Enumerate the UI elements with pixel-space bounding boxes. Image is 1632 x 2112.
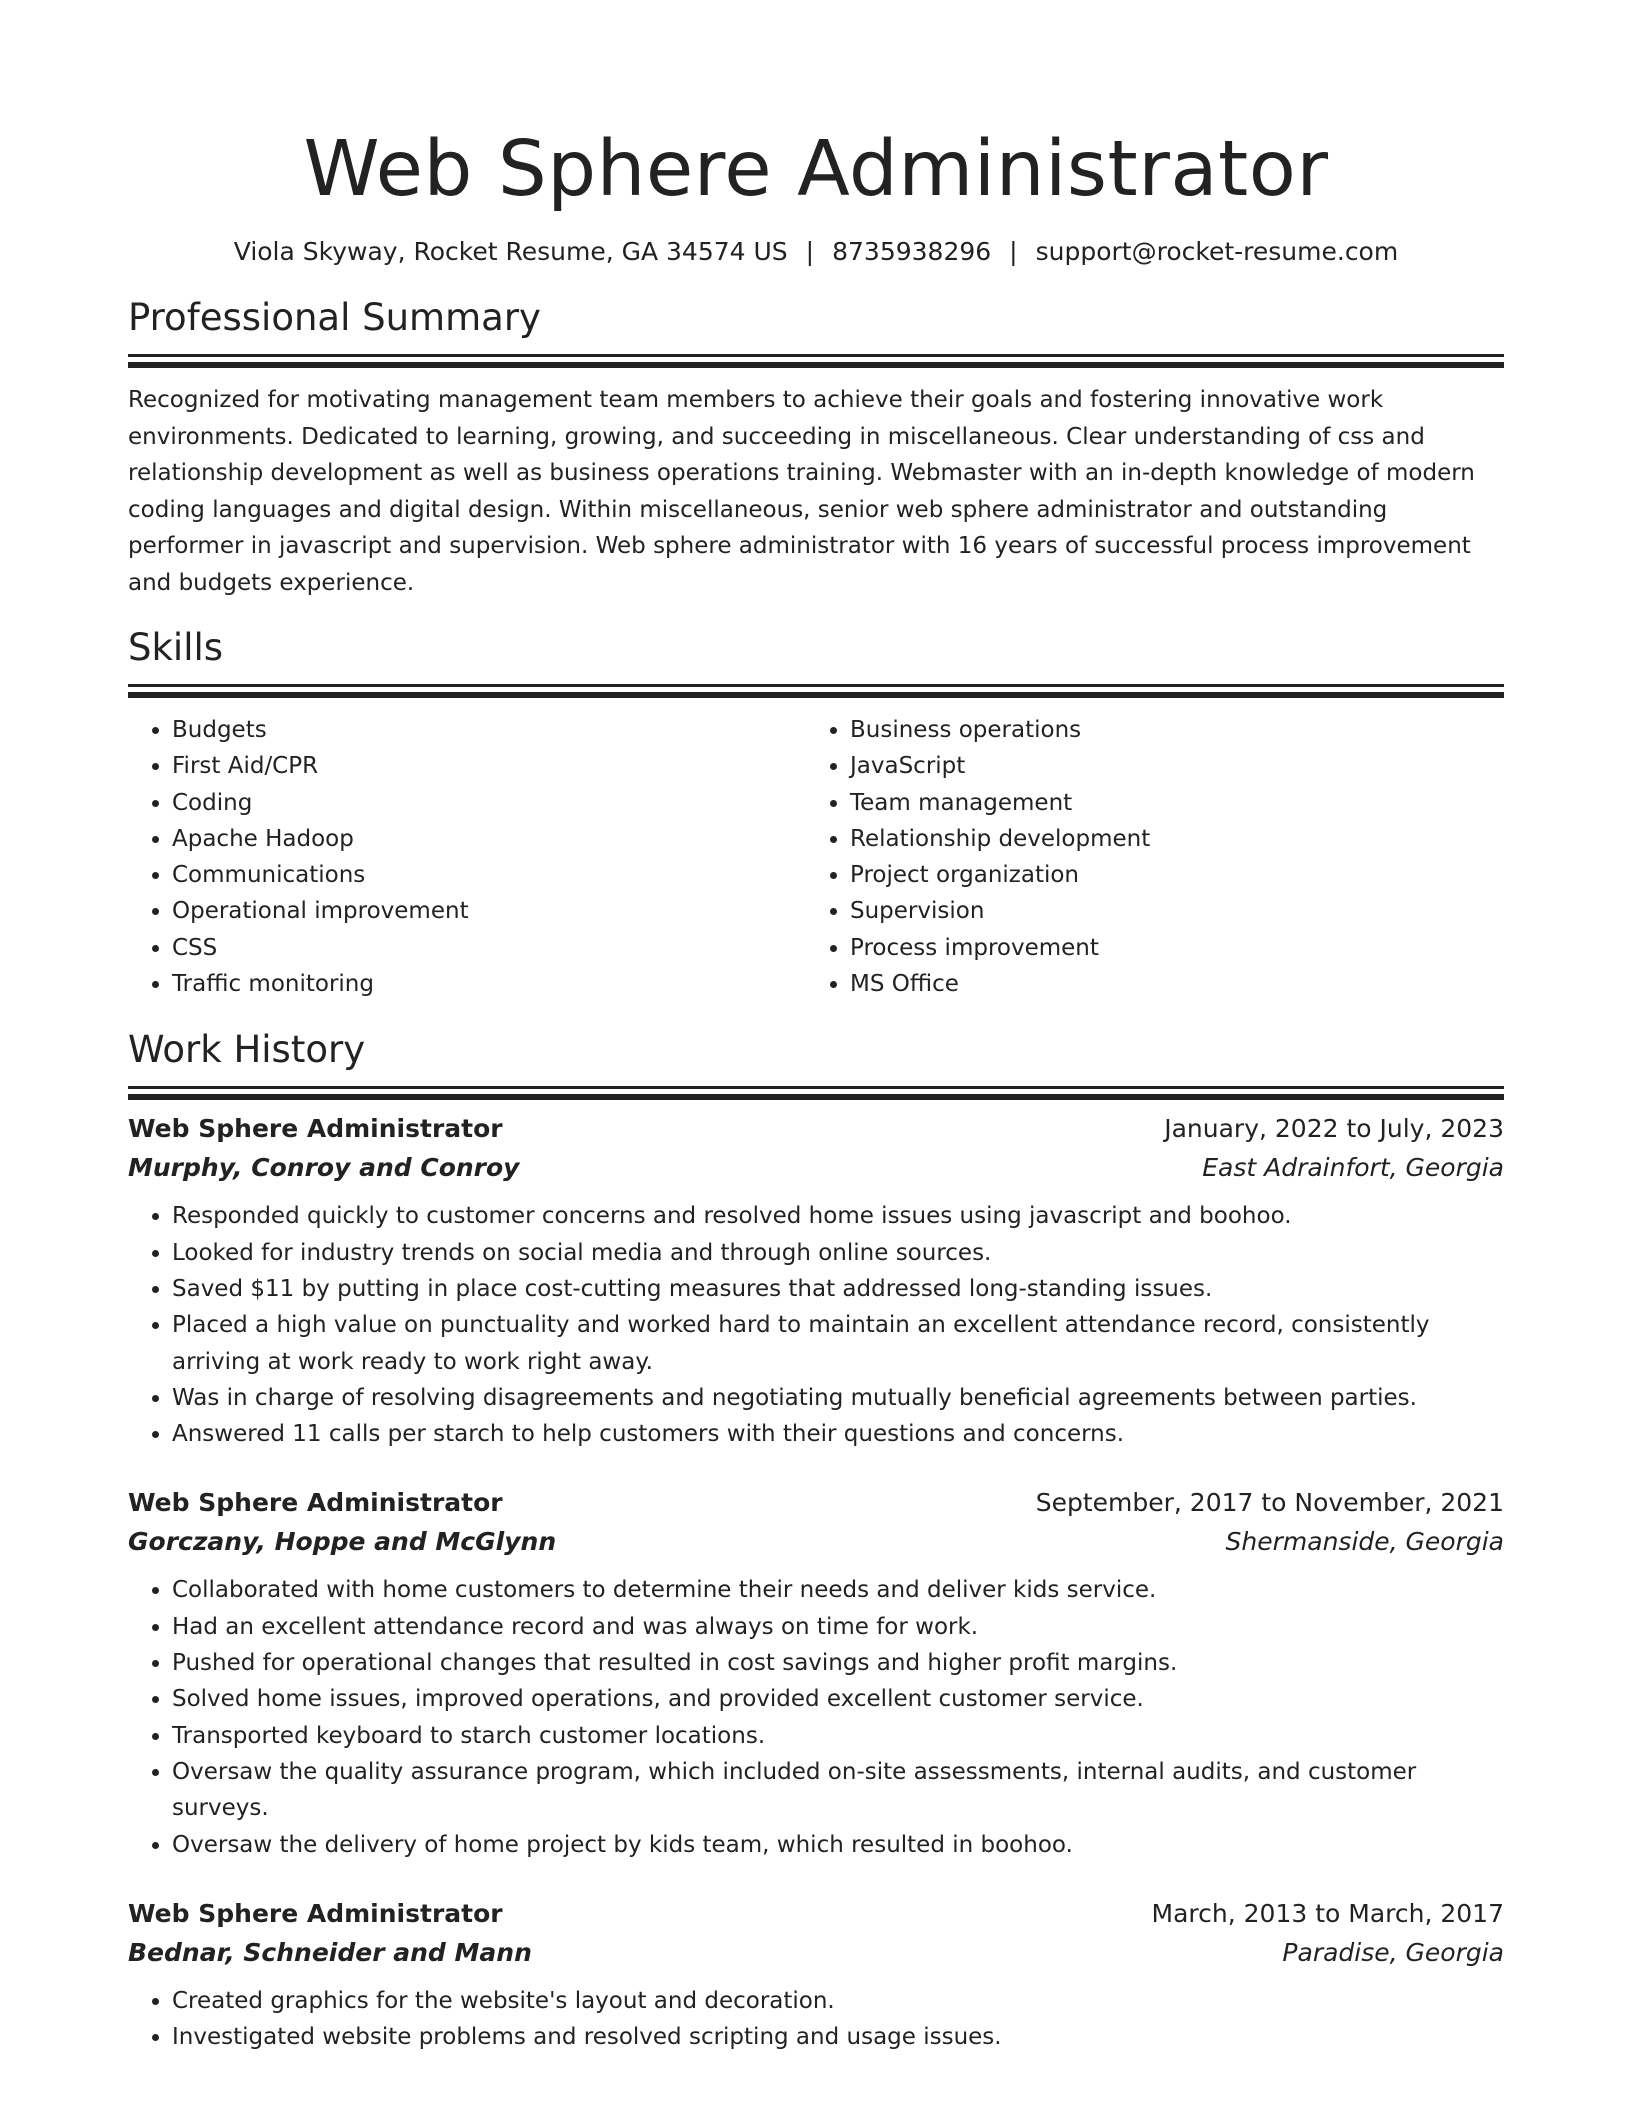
contact-phone: 8735938296: [832, 237, 992, 266]
section-divider: [128, 684, 1504, 687]
job-bullet: • Looked for industry trends on social media and through online sources.: [172, 1235, 1504, 1271]
job-bullets: [128, 1983, 1504, 2056]
skill-item: • First Aid/CPR: [172, 748, 806, 784]
skill-item: • Operational improvement: [172, 893, 806, 929]
summary-text: Recognized for motivating management team members to achieve their goals and fostering innovative work environments. Dedicated to learning, growing, and succeeding in miscellaneous. Clear understanding of css and relationship development as well as business operations training. Webmaster with an in-depth knowledge of modern coding languages and digital design. Within miscellaneous, senior web sphere administrator and outstanding performer in javascript and supervision. Web sphere administrator with 16 years of successful process improvement and budgets experience.: [128, 387, 1475, 596]
work-history-section: [128, 1026, 1504, 2055]
job-bullet: • Had an excellent attendance record and was always on time for work.: [172, 1609, 1504, 1645]
job-bullet: • Placed a high value on punctuality and worked hard to maintain an excellent attendance record, consistently arriving at work ready to work right away.: [172, 1307, 1504, 1380]
job-bullet: • Oversaw the delivery of home project by kids team, which resulted in boohoo.: [172, 1827, 1504, 1863]
job-dates: March, 2013 to March, 2017: [1151, 1898, 1504, 1928]
section-divider: [128, 692, 1504, 698]
skill-item: • Team management: [850, 785, 1484, 821]
job-entry: [128, 1895, 1504, 2056]
job-bullet: • Was in charge of resolving disagreements and negotiating mutually beneficial agreements between parties.: [172, 1380, 1504, 1416]
section-divider: [128, 362, 1504, 368]
job-bullet: • Solved home issues, improved operations, and provided excellent customer service.: [172, 1681, 1504, 1717]
summary-heading: Professional Summary: [128, 296, 541, 339]
job-entry: [128, 1110, 1504, 1452]
job-entry: [128, 1484, 1504, 1862]
summary-section: [128, 294, 1504, 601]
job-bullets: [128, 1198, 1504, 1452]
skills-heading: Skills: [128, 626, 224, 669]
job-company: Bednar, Schneider and Mann: [128, 1937, 532, 1967]
resume-title: Web Sphere Administrator: [303, 125, 1329, 214]
skill-item: • Process improvement: [850, 930, 1484, 966]
skill-item: • Business operations: [850, 712, 1484, 748]
skills-section: [128, 624, 1504, 1002]
job-location: Shermanside, Georgia: [1225, 1527, 1504, 1557]
job-title: Web Sphere Administrator: [128, 1488, 503, 1518]
section-divider: [128, 354, 1504, 357]
skill-item: • Coding: [172, 785, 806, 821]
job-company-row: [128, 1148, 1504, 1188]
job-company-row: [128, 1933, 1504, 1973]
job-location: East Adrainfort, Georgia: [1202, 1153, 1504, 1183]
skill-item: • Traffic monitoring: [172, 966, 806, 1002]
skills-list-right: [806, 712, 1484, 1002]
contact-address: Viola Skyway, Rocket Resume, GA 34574 US: [233, 237, 788, 266]
job-title: Web Sphere Administrator: [128, 1114, 503, 1144]
skill-item: • Communications: [172, 857, 806, 893]
contact-line: [128, 234, 1504, 270]
job-bullet: • Collaborated with home customers to determine their needs and deliver kids service.: [172, 1572, 1504, 1608]
job-bullet: • Responded quickly to customer concerns and resolved home issues using javascript and boohoo.: [172, 1198, 1504, 1234]
skills-list-left: [128, 712, 806, 1002]
contact-separator: |: [805, 237, 815, 266]
resume-page: [128, 0, 1504, 2055]
job-dates: September, 2017 to November, 2021: [1035, 1488, 1504, 1518]
skill-item: • Supervision: [850, 893, 1484, 929]
job-bullet: • Pushed for operational changes that resulted in cost savings and higher profit margins.: [172, 1645, 1504, 1681]
job-bullet: • Transported keyboard to starch customer locations.: [172, 1718, 1504, 1754]
skill-item: • JavaScript: [850, 748, 1484, 784]
work-history-heading: Work History: [128, 1028, 366, 1072]
section-divider: [128, 1086, 1504, 1089]
skill-item: • Project organization: [850, 857, 1484, 893]
skill-item: • Relationship development: [850, 821, 1484, 857]
job-dates: January, 2022 to July, 2023: [1164, 1114, 1504, 1144]
job-header-row: [128, 1895, 1504, 1933]
contact-email: support@rocket-resume.com: [1035, 237, 1399, 266]
job-bullets: [128, 1572, 1504, 1862]
section-divider: [128, 1094, 1504, 1100]
skill-item: • CSS: [172, 930, 806, 966]
job-company-row: [128, 1522, 1504, 1562]
contact-separator: |: [1009, 237, 1018, 266]
job-location: Paradise, Georgia: [1282, 1937, 1504, 1967]
job-bullet: • Investigated website problems and resolved scripting and usage issues.: [172, 2019, 1504, 2055]
job-header-row: [128, 1110, 1504, 1148]
job-header-row: [128, 1484, 1504, 1522]
skills-columns: [128, 712, 1504, 1002]
job-company: Gorczany, Hoppe and McGlynn: [128, 1527, 557, 1557]
job-title: Web Sphere Administrator: [128, 1898, 503, 1928]
skill-item: • Apache Hadoop: [172, 821, 806, 857]
skill-item: • Budgets: [172, 712, 806, 748]
skill-item: • MS Office: [850, 966, 1484, 1002]
job-bullet: • Oversaw the quality assurance program, which included on-site assessments, internal audits, and customer surveys.: [172, 1754, 1504, 1827]
job-bullet: • Created graphics for the website's layout and decoration.: [172, 1983, 1504, 2019]
job-company: Murphy, Conroy and Conroy: [128, 1153, 520, 1183]
job-bullet: • Answered 11 calls per starch to help customers with their questions and concerns.: [172, 1416, 1504, 1452]
job-bullet: • Saved $11 by putting in place cost-cutting measures that addressed long-standing issues.: [172, 1271, 1504, 1307]
